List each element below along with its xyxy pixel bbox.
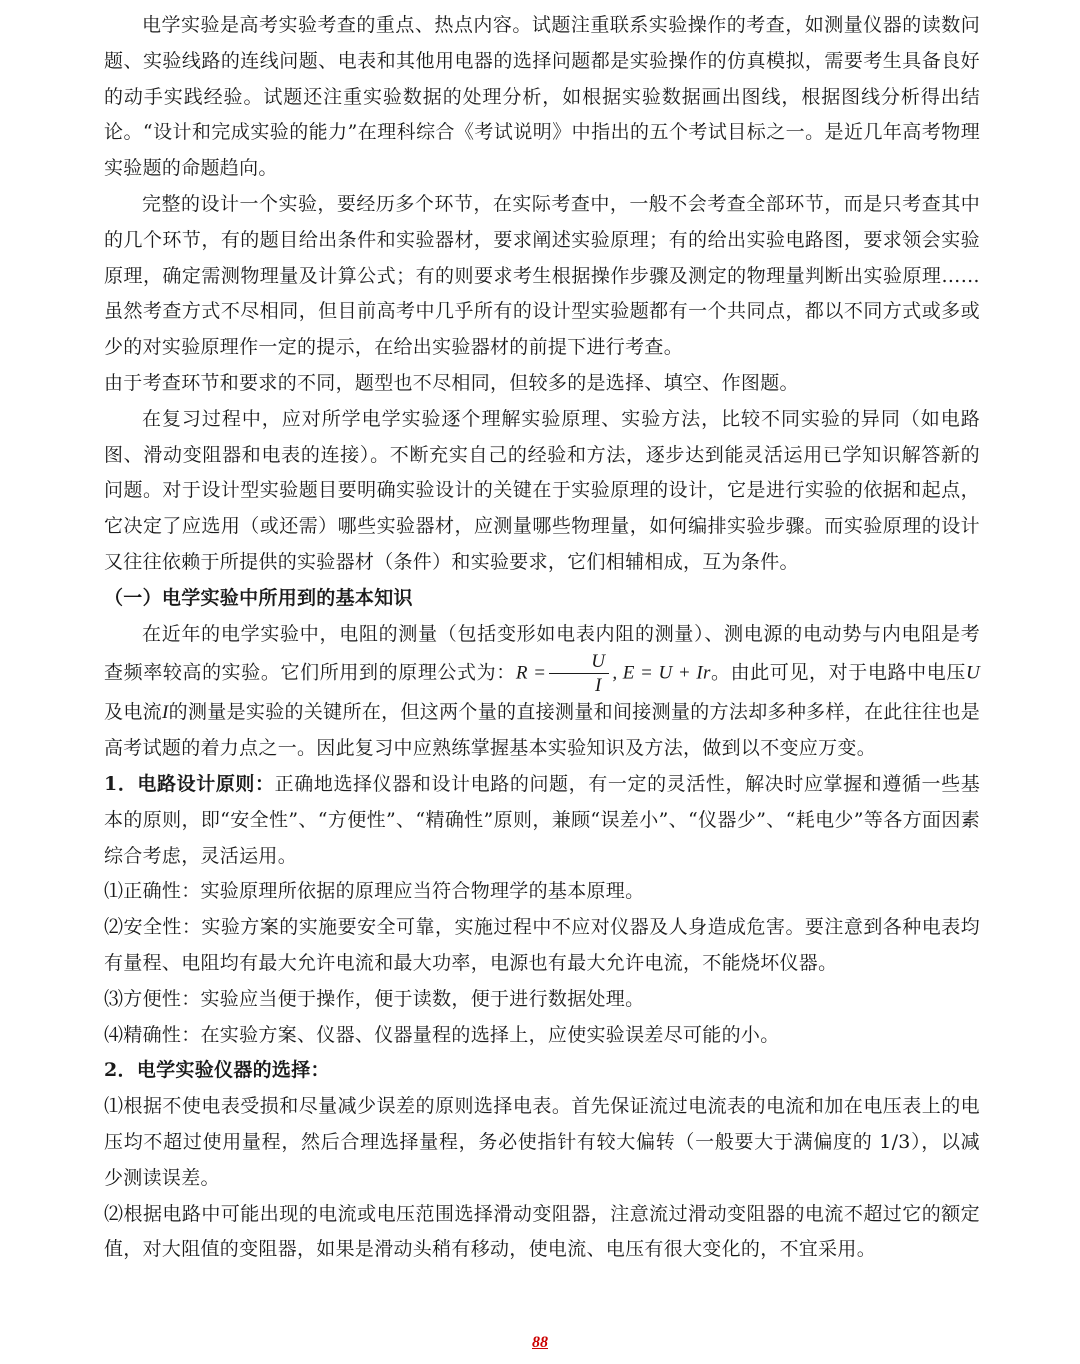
formula-emf: , E = U + Ir — [612, 662, 711, 684]
formula-fraction — [549, 652, 609, 695]
instrument-rheostat-selection: ⑵根据电路中可能出现的电流或电压范围选择滑动变阻器，注意流过滑动变阻器的电流不超过它的额定值，对大阻值的变阻器，如果是滑动头稍有移动，使电流、电压有很大变化的，不宜采用。 — [104, 1202, 980, 1261]
item-circuit-design-title: 1．电路设计原则： — [104, 772, 275, 795]
section-heading: （一）电学实验中所用到的基本知识 — [104, 586, 413, 609]
instrument-meter-selection: ⑴根据不使电表受损和尽量减少误差的原则选择电表。首先保证流过电流表的电流和加在电压表上的电压均不超过使用量程，然后合理选择量程，务必使指针有较大偏转（一般要大于满偏度的 1/3），以减少测读误差。 — [104, 1095, 980, 1189]
principle-convenience: ⑶方便性：实验应当便于操作，便于读数，便于进行数据处理。 — [104, 987, 645, 1010]
principle-correctness: ⑴正确性：实验原理所依据的原理应当符合物理学的基本原理。 — [104, 880, 645, 903]
item-instrument-selection-title: 2．电学实验仪器的选择： — [104, 1059, 330, 1082]
variable-i: I — [161, 702, 169, 724]
paragraph-question-types: 由于考查环节和要求的不同，题型也不尽相同，但较多的是选择、填空、作图题。 — [104, 371, 799, 394]
variable-u: U — [965, 662, 980, 684]
page-number: 88 — [532, 1334, 548, 1351]
fraction-numerator: U — [549, 652, 609, 674]
item-circuit-design — [104, 767, 980, 874]
principle-accuracy: ⑷精确性：在实验方案、仪器、仪器量程的选择上，应使实验误差尽可能的小。 — [104, 1023, 780, 1046]
basic-knowledge-text-b: 。由此可见，对于电路中电压 — [710, 661, 966, 684]
document-page — [104, 8, 980, 1268]
paragraph-basic-knowledge — [104, 617, 980, 767]
item-circuit-design-text: 正确地选择仪器和设计电路的问题，有一定的灵活性，解决时应掌握和遵循一些基本的原则，即“安全性”、“方便性”、“精确性”原则，兼顾“误差小”、“仪器少”、“耗电少”等各方面因素综合考虑，灵活运用。 — [104, 772, 980, 867]
principle-safety: ⑵安全性：实验方案的实施要安全可靠，实施过程中不应对仪器及人身造成危害。要注意到各种电表均有量程、电阻均有最大允许电流和最大功率，电源也有最大允许电流，不能烧坏仪器。 — [104, 916, 980, 974]
paragraph-review: 在复习过程中，应对所学电学实验逐个理解实验原理、实验方法，比较不同实验的异同（如电路图、滑动变阻器和电表的连接）。不断充实自己的经验和方法，逐步达到能灵活运用已学知识解答新的问题。对于设计型实验题目要明确实验设计的关键在于实验原理的设计，它是进行实验的依据和起点，它决定了应选用（或还需）哪些实验器材，应测量哪些物理量，如何编排实验步骤。而实验原理的设计又往往依赖于所提供的实验器材（条件）和实验要求，它们相辅相成，互为条件。 — [104, 407, 980, 573]
formula-r: R = — [515, 662, 547, 684]
basic-knowledge-text-c: 及电流 — [104, 701, 162, 724]
basic-knowledge-text-d: 的测量是实验的关键所在，但这两个量的直接测量和间接测量的方法却多种多样，在此往往也是高考试题的着力点之一。因此复习中应熟练掌握基本实验知识及方法，做到以不变应万变。 — [104, 701, 980, 760]
paragraph-intro: 电学实验是高考实验考查的重点、热点内容。试题注重联系实验操作的考查，如测量仪器的读数问题、实验线路的连线问题、电表和其他用电器的选择问题都是实验操作的仿真模拟，需要考生具备良好的动手实践经验。试题还注重实验数据的处理分析，如根据实验数据画出图线，根据图线分析得出结论。“设计和完成实验的能力”在理科综合《考试说明》中指出的五个考试目标之一。是近几年高考物理实验题的命题趋向。 — [104, 14, 980, 180]
paragraph-design: 完整的设计一个实验，要经历多个环节，在实际考查中，一般不会考查全部环节，而是只考查其中的几个环节，有的题目给出条件和实验器材，要求阐述实验原理；有的给出实验电路图，要求领会实验原理，确定需测物理量及计算公式；有的则要求考生根据操作步骤及测定的物理量判断出实验原理……虽然考查方式不尽相同，但目前高考中几乎所有的设计型实验题都有一个共同点，都以不同方式或多或少的对实验原理作一定的提示，在给出实验器材的前提下进行考查。 — [104, 192, 980, 359]
basic-knowledge-text-a: 在近年的电学实验中，电阻的测量（包括变形如电表内阻的测量）、测电源的电动势与内电阻是考查频率较高的实验。它们所用到的原理公式为： — [104, 622, 980, 684]
fraction-denominator: I — [594, 675, 602, 697]
